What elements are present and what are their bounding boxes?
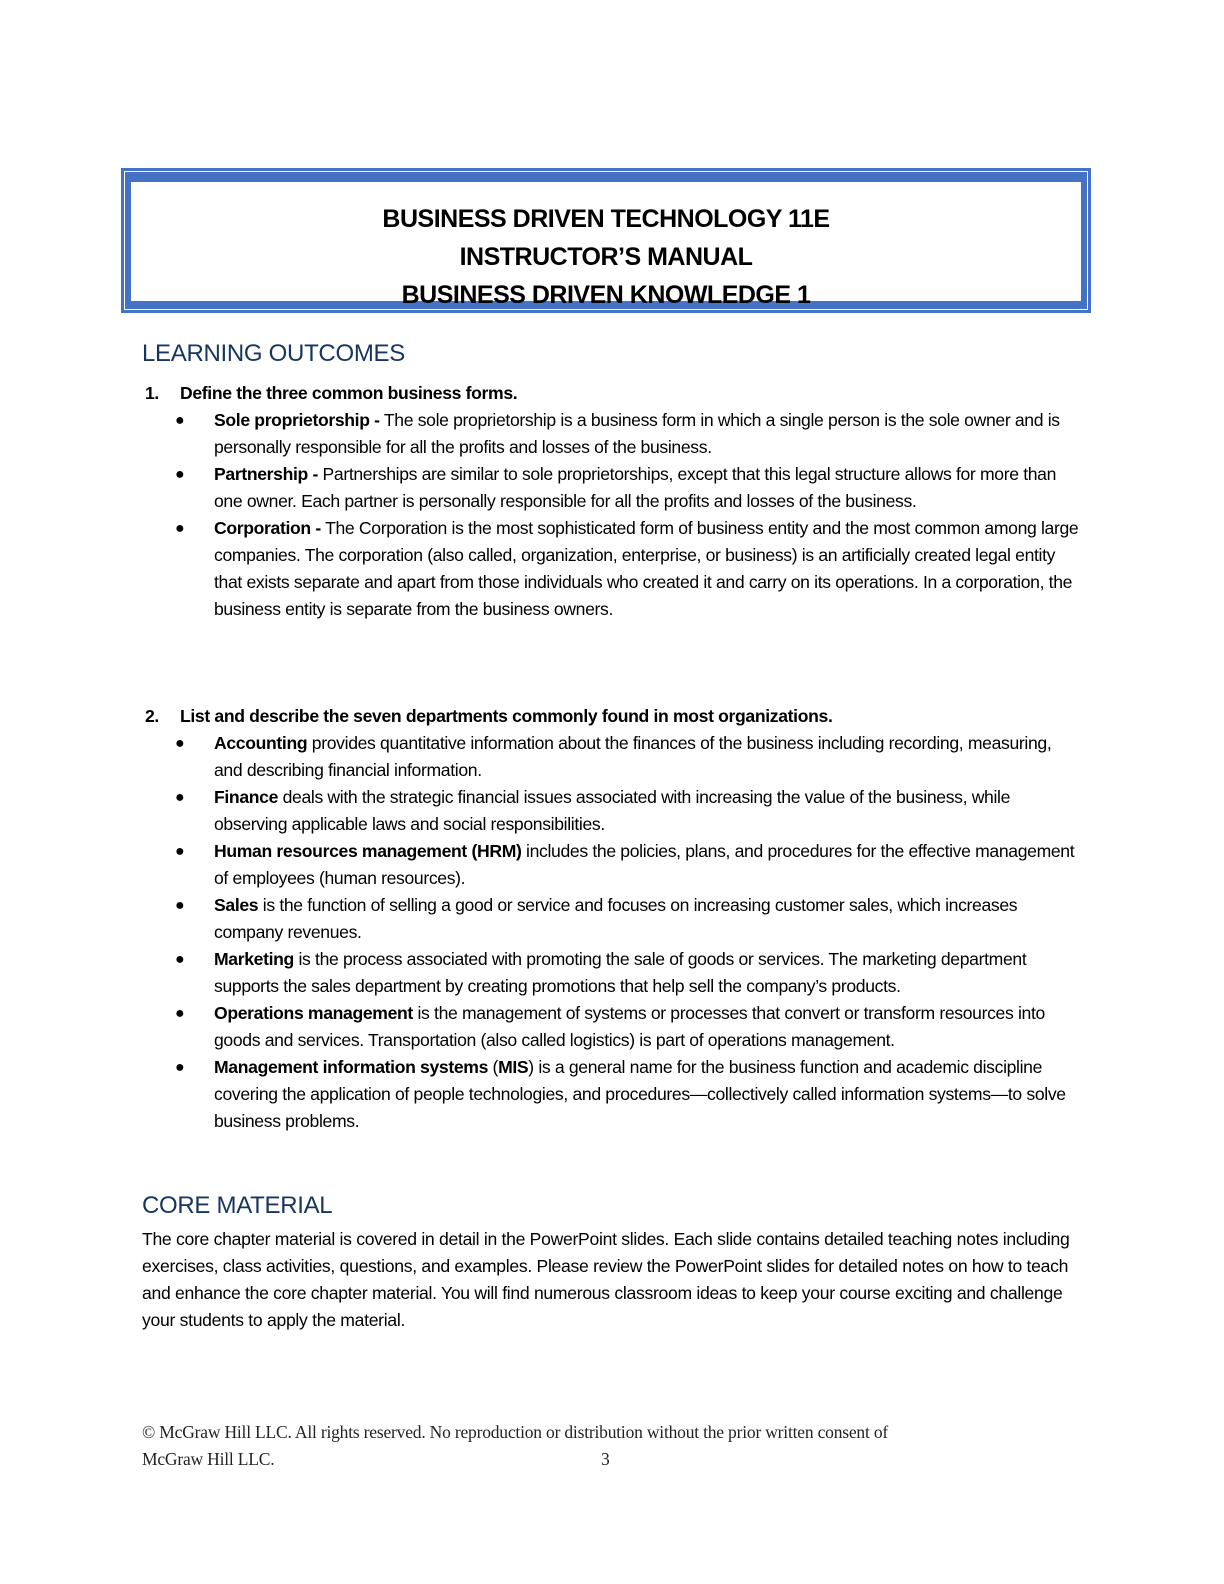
departments-list [142, 730, 1082, 1135]
definition: includes the policies, plans, and procedures for the effective management of employees (human resources). [214, 841, 1075, 888]
list-item-finance [142, 784, 1082, 838]
bullet-icon: ● [175, 951, 185, 968]
definition: deals with the strategic financial issues associated with increasing the value of the business, while observing applicable laws and social responsibilities. [214, 787, 1011, 834]
term: Sole proprietorship - [214, 410, 380, 430]
abbr-open: ( [488, 1057, 499, 1077]
page-number: 3 [601, 1449, 610, 1469]
bullet-icon: ● [175, 1059, 185, 1076]
learning-outcome-1 [142, 380, 1082, 623]
list-item-marketing [142, 946, 1082, 1000]
title-line-2: INSTRUCTOR’S MANUAL [459, 243, 753, 271]
list-item-sales [142, 892, 1082, 946]
bullet-icon: ● [175, 843, 185, 860]
term: Accounting [214, 733, 308, 753]
list-item-operations-management [142, 1000, 1082, 1054]
title-line-3: BUSINESS DRIVEN KNOWLEDGE 1 [401, 281, 811, 309]
list-item-accounting [142, 730, 1082, 784]
bullet-icon: ● [175, 466, 185, 483]
core-material-heading: CORE MATERIAL [142, 1192, 333, 1219]
copyright-line-2: McGraw Hill LLC. [142, 1449, 275, 1469]
bullet-icon: ● [175, 412, 185, 429]
abbr: MIS [498, 1057, 529, 1077]
business-forms-list [142, 407, 1082, 623]
learning-outcomes-heading: LEARNING OUTCOMES [142, 340, 405, 367]
definition: The sole proprietorship is a business form in which a single person is the sole owner and is personally responsible for all the profits and losses of the business. [214, 410, 1060, 457]
learning-outcome-2 [142, 703, 1082, 1135]
title-box [121, 168, 1091, 313]
definition: is the function of selling a good or service and focuses on increasing customer sales, which increases company revenues. [214, 895, 1018, 942]
term: Management information systems [214, 1057, 488, 1077]
bullet-icon: ● [175, 520, 185, 537]
list-item-partnership [142, 461, 1082, 515]
definition: provides quantitative information about the finances of the business including recording, measuring, and describing financial information. [214, 733, 1052, 780]
bullet-icon: ● [175, 789, 185, 806]
term: Human resources management (HRM) [214, 841, 522, 861]
outcome-text: List and describe the seven departments commonly found in most organizations. [180, 706, 833, 726]
outcome-text: Define the three common business forms. [180, 383, 518, 403]
title-box-inner [131, 182, 1081, 309]
definition: is the process associated with promoting the sale of goods or services. The marketing department supports the sales department by creating promotions that help sell the company’s products. [214, 949, 1027, 996]
term: Sales [214, 895, 259, 915]
definition: is a general name for the business function and academic discipline covering the application of people technologies, and procedures—collectively called information systems—to solve business problems. [214, 1057, 1066, 1131]
bullet-icon: ● [175, 735, 185, 752]
list-item-corporation [142, 515, 1082, 623]
term: Corporation - [214, 518, 321, 538]
copyright-line-1: © McGraw Hill LLC. All rights reserved. No reproduction or distribution without the prior written consent of [142, 1422, 888, 1442]
bullet-icon: ● [175, 1005, 185, 1022]
outcome-2-title [142, 703, 1082, 730]
abbr-close: ) [528, 1057, 534, 1077]
definition: The Corporation is the most sophisticated form of business entity and the most common among large companies. The corporation (also called, organization, enterprise, or business) is an artificially created legal entity that exists separate and apart from those individuals who created it and carry on its operations. In a corporation, the business entity is separate from the business owners. [214, 518, 1079, 619]
list-item-hrm [142, 838, 1082, 892]
page-footer [142, 1419, 1022, 1473]
core-material-paragraph: The core chapter material is covered in detail in the PowerPoint slides. Each slide contains detailed teaching notes including exercises, class activities, questions, and examples. Please review the PowerPoint slides for detailed notes on how to teach and enhance the core chapter material. You will find numerous classroom ideas to keep your course exciting and challenge your students to apply the material. [142, 1229, 1070, 1330]
outcome-1-title [142, 380, 1082, 407]
term: Partnership - [214, 464, 318, 484]
term: Operations management [214, 1003, 413, 1023]
outcome-number: 2. [145, 706, 159, 726]
document-title [131, 200, 1081, 314]
outcome-number: 1. [145, 383, 159, 403]
title-line-1: BUSINESS DRIVEN TECHNOLOGY 11E [382, 205, 830, 233]
term: Finance [214, 787, 279, 807]
definition: Partnerships are similar to sole proprietorships, except that this legal structure allows for more than one owner. Each partner is personally responsible for all the profits and losses of the business. [214, 464, 1057, 511]
list-item-sole-proprietorship [142, 407, 1082, 461]
definition: is the management of systems or processes that convert or transform resources into goods and services. Transportation (also called logistics) is part of operations management. [214, 1003, 1045, 1050]
bullet-icon: ● [175, 897, 185, 914]
list-item-mis [142, 1054, 1082, 1135]
term: Marketing [214, 949, 294, 969]
